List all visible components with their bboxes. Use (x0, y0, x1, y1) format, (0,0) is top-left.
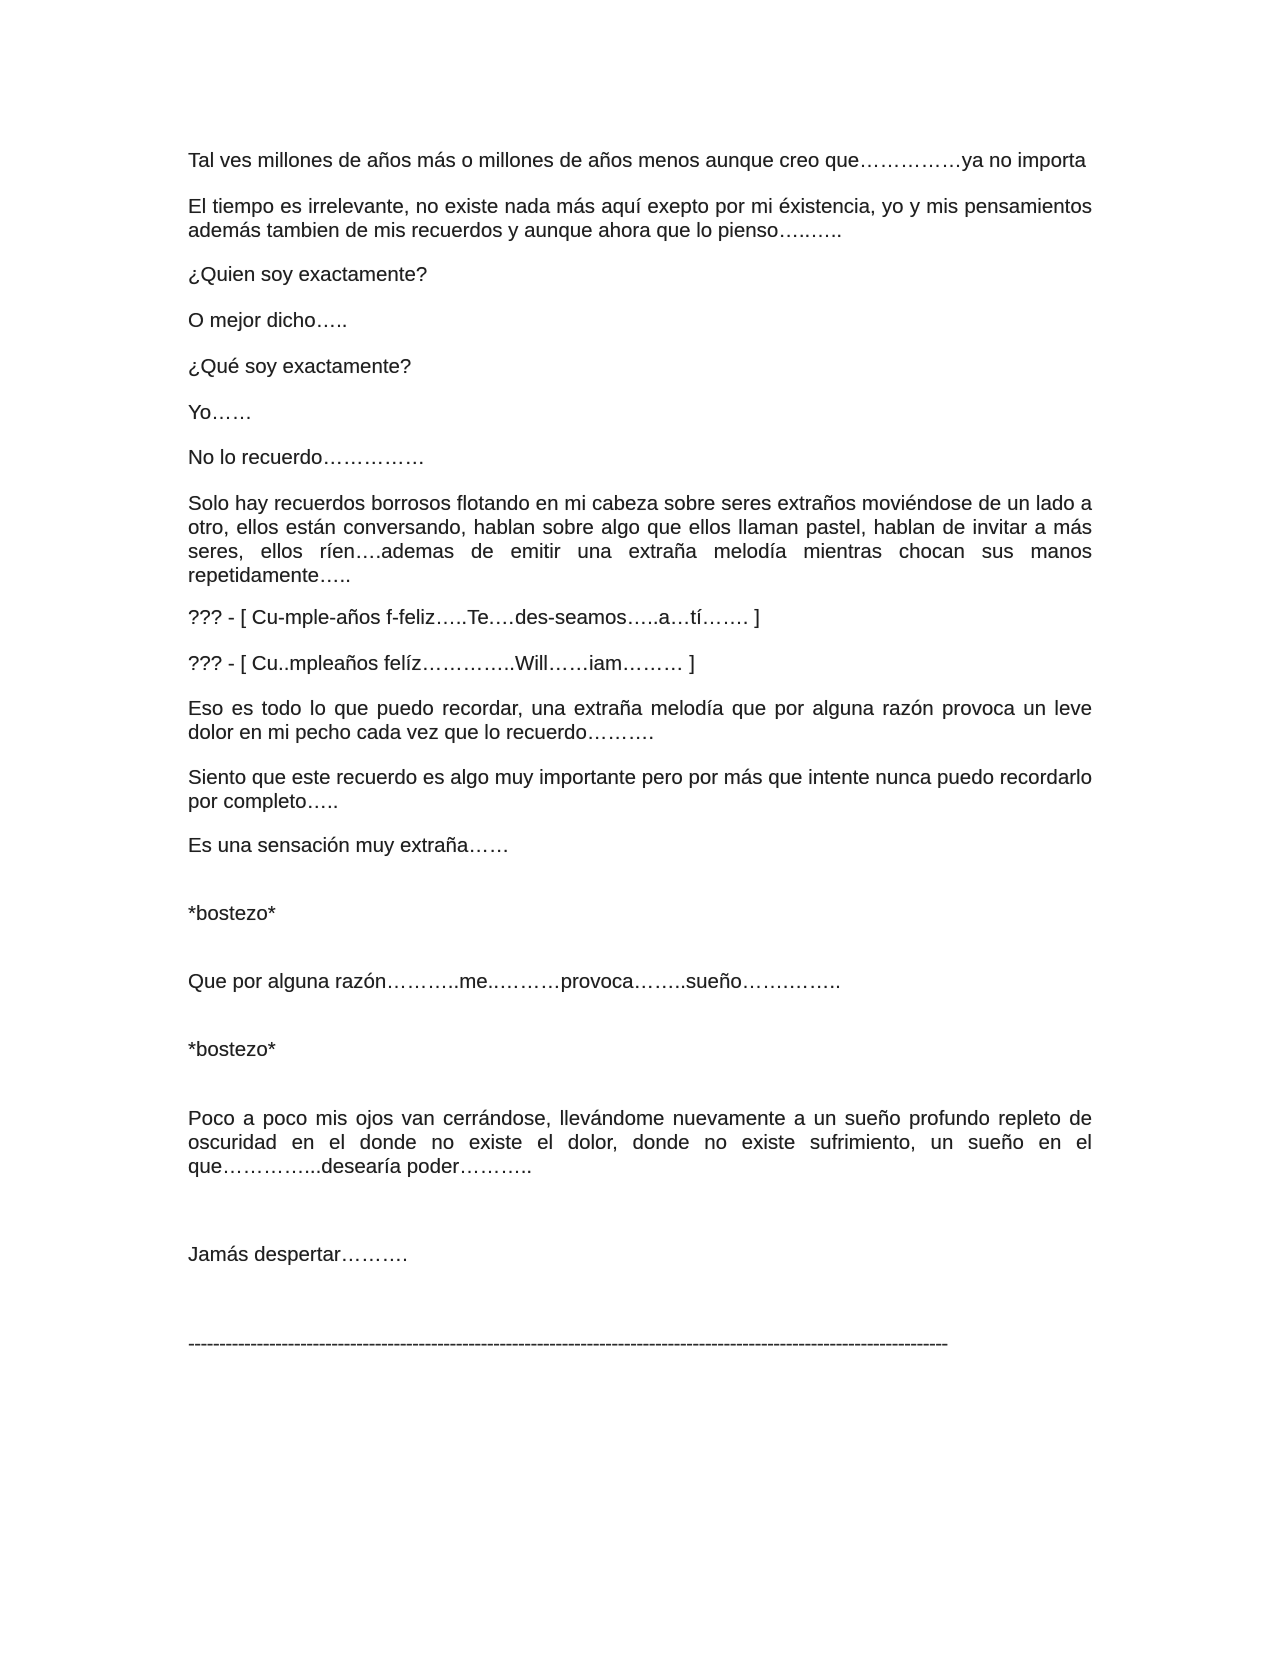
paragraph-4: O mejor dicho….. (188, 309, 348, 332)
paragraph-9: Eso es todo lo que puedo recordar, una extraña melodía que por alguna razón provoca un leve dolor en mi pecho cada vez que lo recuerdo………. (188, 697, 1092, 744)
separator-line: -------------------------------------------------------------------------------------------------------------------------- (188, 1332, 948, 1355)
paragraph-12: Que por alguna razón………..me..………provoca……..sueño…….…….. (188, 970, 841, 993)
yawn-line-1: *bostezo* (188, 902, 276, 925)
paragraph-11: Es una sensación muy extraña…… (188, 834, 510, 857)
paragraph-8: Solo hay recuerdos borrosos flotando en mi cabeza sobre seres extraños moviéndose de un lado a otro, ellos están conversando, hablan sobre algo que ellos llaman pastel, hablan de invitar a más seres, ellos ríen….ademas de emitir una extraña melodía mientras chocan sus manos repetidamente….. (188, 492, 1092, 587)
paragraph-1: Tal ves millones de años más o millones de años menos aunque creo que……………ya no importa (188, 149, 1086, 172)
dialogue-line-1: ??? - [ Cu-mple-años f-feliz…..Te.…des-seamos…..a…tí……. ] (188, 606, 760, 629)
dialogue-line-2: ??? - [ Cu..mpleaños felíz…………..Will……iam……… ] (188, 652, 695, 675)
yawn-line-2: *bostezo* (188, 1038, 276, 1061)
paragraph-6: Yo…… (188, 401, 253, 424)
paragraph-3: ¿Quien soy exactamente? (188, 263, 428, 286)
paragraph-13: Poco a poco mis ojos van cerrándose, llevándome nuevamente a un sueño profundo repleto de oscuridad en el donde no existe el dolor, donde no existe sufrimiento, un sueño en el que…………...desearía poder……….. (188, 1107, 1092, 1178)
paragraph-5: ¿Qué soy exactamente? (188, 355, 412, 378)
paragraph-2: El tiempo es irrelevante, no existe nada más aquí exepto por mi éxistencia, yo y mis pensamientos además tambien de mis recuerdos y aunque ahora que lo pienso…..….. (188, 195, 1092, 242)
paragraph-10: Siento que este recuerdo es algo muy importante pero por más que intente nunca puedo recordarlo por completo….. (188, 766, 1092, 813)
closing-line: Jamás despertar………. (188, 1243, 408, 1266)
paragraph-7: No lo recuerdo…………… (188, 446, 425, 469)
